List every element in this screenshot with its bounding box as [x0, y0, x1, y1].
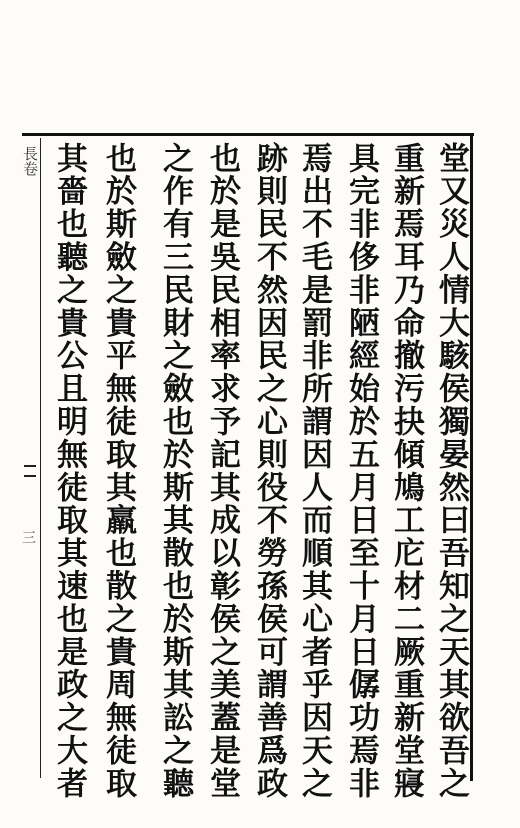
- text-column-4: 焉出不毛是罰非所謂因人而順其心者乎因天之: [296, 142, 332, 800]
- text-column-1: 堂又災人情大駭侯獨晏然曰吾知之天其欲吾之: [433, 142, 469, 800]
- block-heart-margin: [20, 138, 41, 778]
- text-column-3: 具完非侈非陋經始於五月日至十月日僝功焉非: [343, 142, 379, 800]
- text-column-5: 跡則民不然因民之心則役不勞孫侯可謂善爲政: [251, 142, 287, 800]
- text-column-7: 之作有三民財之斂也於斯其散也於斯其訟之聽: [157, 142, 193, 800]
- text-column-2: 重新焉耳乃命撤污抉傾鳩工庀材二厥重新堂寢: [388, 142, 424, 800]
- frame-top-rule: [22, 133, 474, 136]
- margin-title: 長卷: [21, 146, 39, 176]
- fish-tail-mark: [24, 465, 36, 477]
- leaf-number: 三: [20, 530, 36, 544]
- text-column-8: 也於斯斂之貴平無徒取其羸也散之貴周無徒取: [100, 142, 136, 800]
- text-column-9: 其嗇也聽之貴公且明無徒取其速也是政之大者: [51, 142, 87, 800]
- text-column-6: 也於是吳民相率求予記其成以彰侯之美蓋是堂: [204, 142, 240, 800]
